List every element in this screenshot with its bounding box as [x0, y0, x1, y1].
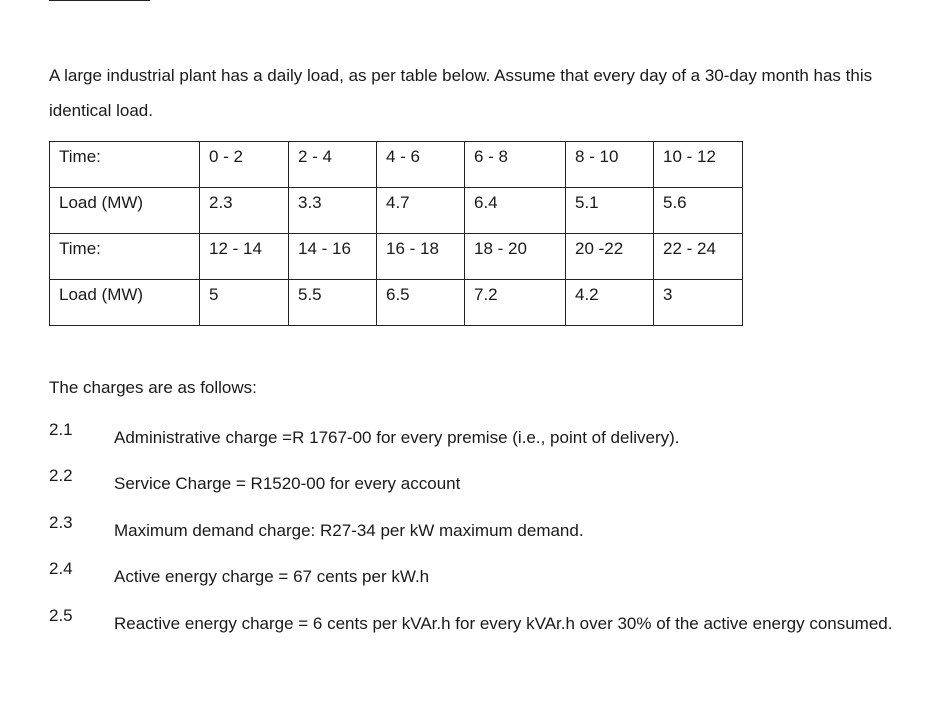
table-row	[50, 188, 743, 234]
table-cell: 4 - 6	[377, 142, 465, 188]
table-row	[50, 142, 743, 188]
charge-number: 2.3	[49, 513, 73, 532]
table-cell: 6 - 8	[465, 142, 566, 188]
table-cell: 0 - 2	[200, 142, 289, 188]
charge-number: 2.2	[49, 466, 73, 485]
table-cell: Load (MW)	[50, 280, 200, 326]
table-cell: 10 - 12	[654, 142, 743, 188]
table-cell: 12 - 14	[200, 234, 289, 280]
table-cell: 4.7	[377, 188, 465, 234]
table-cell: 22 - 24	[654, 234, 743, 280]
table-cell: 3	[654, 280, 743, 326]
table-cell: 6.4	[465, 188, 566, 234]
table-cell: 7.2	[465, 280, 566, 326]
intro-paragraph: A large industrial plant has a daily load, as per table below. Assume that every day of a 30-day month has this identical load.	[49, 66, 873, 120]
table-row	[50, 280, 743, 326]
charge-text: Service Charge = R1520-00 for every account	[114, 474, 461, 493]
charge-text: Administrative charge =R 1767-00 for every premise (i.e., point of delivery).	[114, 428, 680, 447]
charge-number: 2.5	[49, 606, 73, 625]
table-row	[50, 234, 743, 280]
table-cell: 5.1	[566, 188, 654, 234]
charge-number: 2.1	[49, 420, 73, 439]
table-cell: 14 - 16	[289, 234, 377, 280]
load-table	[49, 141, 743, 326]
charge-text: Reactive energy charge = 6 cents per kVAr.h for every kVAr.h over 30% of the active energy consumed.	[114, 614, 893, 633]
table-cell: 6.5	[377, 280, 465, 326]
table-cell: 5.5	[289, 280, 377, 326]
table-cell: 2 - 4	[289, 142, 377, 188]
table-cell: Load (MW)	[50, 188, 200, 234]
charges-intro: The charges are as follows:	[49, 378, 257, 397]
table-cell: 5.6	[654, 188, 743, 234]
charge-text: Maximum demand charge: R27-34 per kW maximum demand.	[114, 521, 584, 540]
charge-number: 2.4	[49, 559, 73, 578]
table-cell: 5	[200, 280, 289, 326]
table-cell: 20 -22	[566, 234, 654, 280]
table-cell: 18 - 20	[465, 234, 566, 280]
table-cell: 8 - 10	[566, 142, 654, 188]
table-cell: 16 - 18	[377, 234, 465, 280]
top-rule	[49, 0, 150, 1]
charge-text: Active energy charge = 67 cents per kW.h	[114, 567, 430, 586]
table-cell: 4.2	[566, 280, 654, 326]
table-cell: 2.3	[200, 188, 289, 234]
table-cell: 3.3	[289, 188, 377, 234]
table-cell: Time:	[50, 234, 200, 280]
table-cell: Time:	[50, 142, 200, 188]
